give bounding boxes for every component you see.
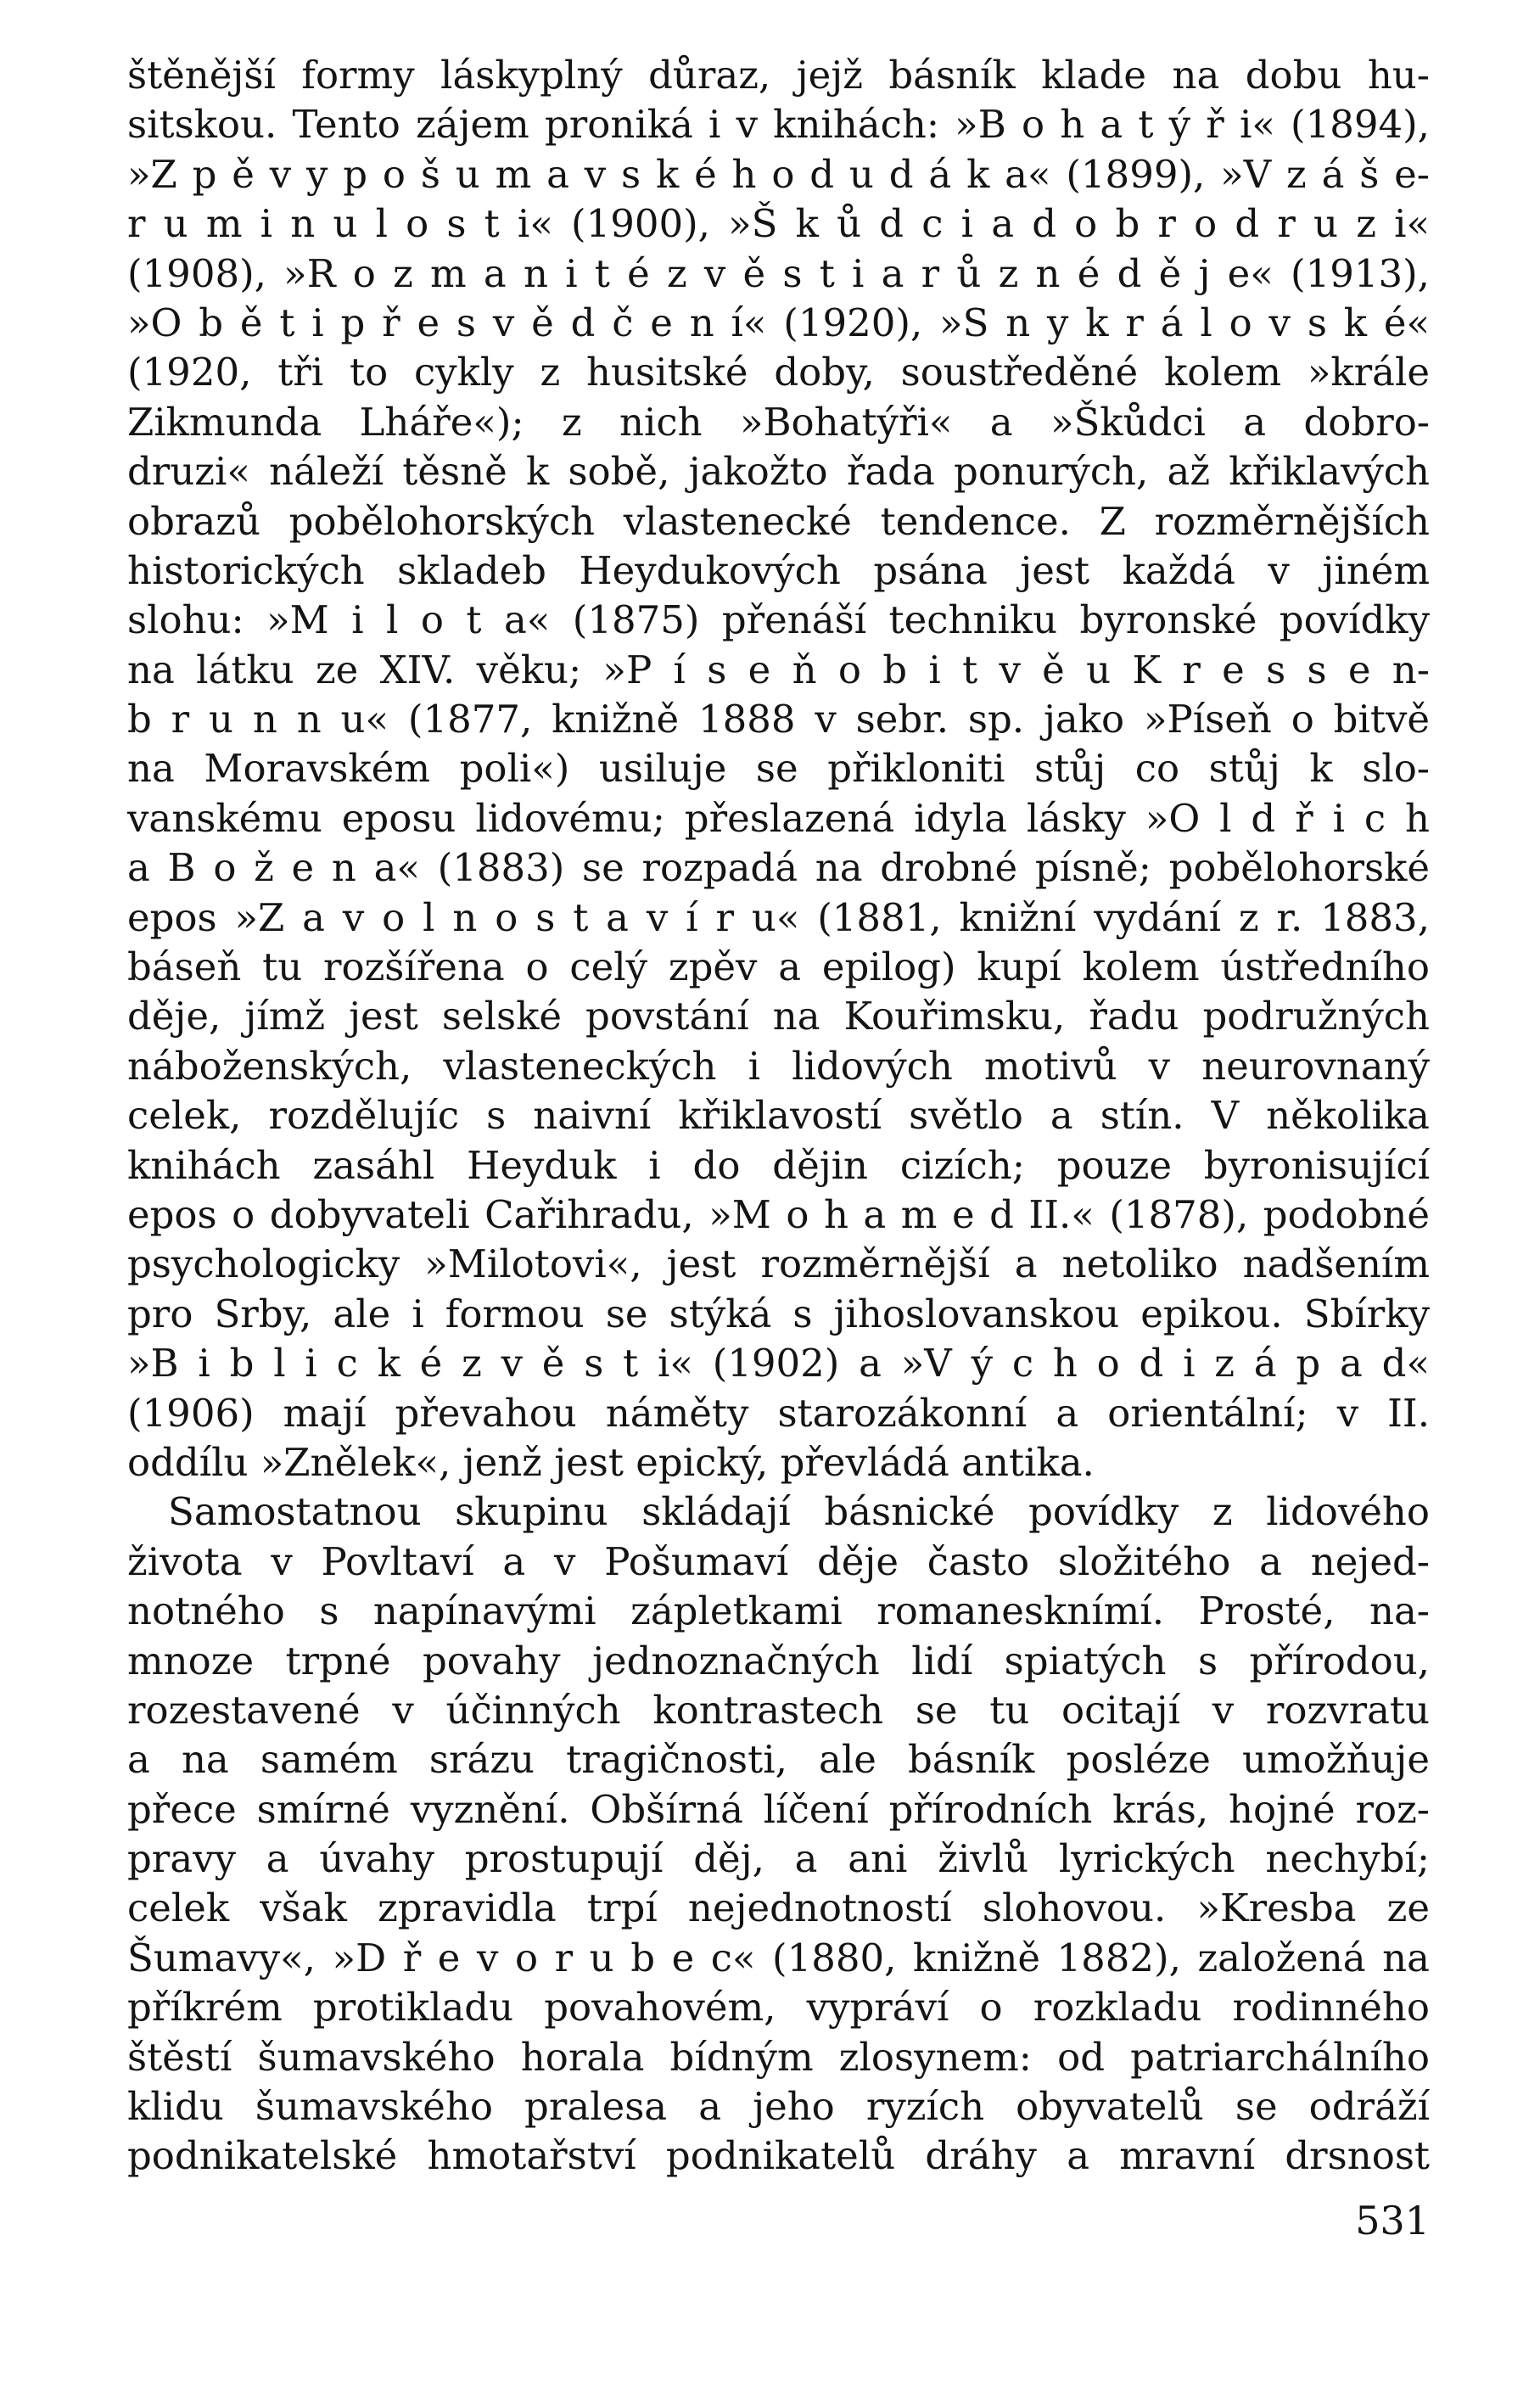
paragraph (127, 1487, 1430, 2181)
text-line: oddílu »Znělek«, jenž jest epický, převládá antika. (127, 1439, 1095, 1485)
text-line: slohu: »M i l o t a« (1875) přenáší techniku byronské povídky (127, 597, 1430, 643)
text-line: rozestavené v účinných kontrastech se tu ocitají v rozvratu (127, 1687, 1430, 1733)
text-line: r u m i n u l o s t i« (1900), »Š k ů d c i a d o b r o d r u z i« (127, 201, 1430, 247)
text-line: »B i b l i c k é z v ě s t i« (1902) a »V ý c h o d i z á p a d« (127, 1341, 1430, 1386)
text-line: (1920, tři to cykly z husitské doby, soustředěné kolem »krále (127, 350, 1430, 395)
text-line: mnoze trpné povahy jednoznačných lidí spiatých s přírodou, (127, 1638, 1430, 1683)
text-line: a na samém srázu tragičnosti, ale básník posléze umožňuje (127, 1737, 1430, 1783)
text-line: života v Povltaví a v Pošumaví děje často složitého a nejed- (127, 1538, 1430, 1584)
text-line: epos »Z a v o l n o s t a v í r u« (1881, knižní vydání z r. 1883, (127, 894, 1430, 940)
text-line: Zikmunda Lháře«); z nich »Bohatýři« a »Škůdci a dobro- (127, 399, 1430, 445)
text-line: »Z p ě v y p o š u m a v s k é h o d u d á k a« (1899), »V z á š e- (127, 151, 1430, 197)
paragraph (127, 51, 1430, 1487)
text-line: psychologicky »Milotovi«, jest rozměrnější a netoliko nadšením (127, 1241, 1430, 1287)
page-number: 531 (1355, 2198, 1430, 2243)
text-line: historických skladeb Heydukových psána jest každá v jiném (127, 547, 1430, 593)
text-line: na látku ze XIV. věku; »P í s e ň o b i t v ě u K r e s s e n- (127, 647, 1430, 692)
body-text (127, 51, 1430, 2182)
text-line: obrazů pobělohorských vlastenecké tendence. Z rozměrnějších (127, 498, 1430, 544)
text-line: a B o ž e n a« (1883) se rozpadá na drobné písně; pobělohorské (127, 845, 1430, 891)
text-line: b r u n n u« (1877, knižně 1888 v sebr. sp. jako »Píseň o bitvě (127, 697, 1430, 742)
text-line: epos o dobyvateli Cařihradu, »M o h a m e d II.« (1878), podobné (127, 1191, 1430, 1237)
text-line: celek však zpravidla trpí nejednotností slohovou. »Kresba ze (127, 1885, 1430, 1931)
text-line: notného s napínavými zápletkami romanesknímí. Prosté, na- (127, 1588, 1430, 1634)
text-line: vanskému eposu lidovému; přeslazená idyla lásky »O l d ř i c h (127, 795, 1430, 841)
text-line: přece smírné vyznění. Obšírná líčení přírodních krás, hojné roz- (127, 1786, 1430, 1832)
text-line: knihách zasáhl Heyduk i do dějin cizích; pouze byronisující (127, 1142, 1430, 1188)
text-line: pravy a úvahy prostupují děj, a ani živlů lyrických nechybí; (127, 1836, 1430, 1882)
text-line: celek, rozdělujíc s naivní křiklavostí světlo a stín. V několika (127, 1093, 1430, 1139)
text-line: příkrém protikladu povahovém, vypráví o rozkladu rodinného (127, 1985, 1430, 2031)
text-line: náboženských, vlasteneckých i lidových motivů v neurovnaný (127, 1043, 1430, 1089)
text-line: děje, jímž jest selské povstání na Kouřimsku, řadu podružných (127, 994, 1430, 1039)
text-line: (1906) mají převahou náměty starozákonní a orientální; v II. (127, 1390, 1430, 1436)
text-line: (1908), »R o z m a n i t é z v ě s t i a r ů z n é d ě j e« (1913), (127, 250, 1430, 296)
text-line: štěnější formy láskyplný důraz, jejž básník klade na dobu hu- (127, 53, 1430, 98)
text-line: Samostatnou skupinu skládají básnické povídky z lidového (168, 1489, 1430, 1535)
text-line: »O b ě t i p ř e s v ě d č e n í« (1920), »S n y k r á l o v s k é« (127, 300, 1430, 345)
text-line: podnikatelské hmotařství podnikatelů dráhy a mravní drsnost (127, 2133, 1430, 2179)
text-line: druzi« náleží těsně k sobě, jakožto řada ponurých, až křiklavých (127, 449, 1430, 495)
text-line: pro Srby, ale i formou se stýká s jihoslovanskou epikou. Sbírky (127, 1291, 1430, 1336)
text-line: sitskou. Tento zájem proniká i v knihách: »B o h a t ý ř i« (1894), (127, 102, 1430, 148)
text-line: štěstí šumavského horala bídným zlosynem: od patriarchálního (127, 2034, 1430, 2080)
text-line: na Moravském poli«) usiluje se přikloniti stůj co stůj k slo- (127, 746, 1430, 792)
text-line: báseň tu rozšířena o celý zpěv a epilog) kupí kolem ústředního (127, 944, 1430, 990)
text-line: klidu šumavského pralesa a jeho ryzích obyvatelů se odráží (127, 2084, 1430, 2130)
text-line: Šumavy«, »D ř e v o r u b e c« (1880, knižně 1882), založená na (127, 1935, 1430, 1980)
